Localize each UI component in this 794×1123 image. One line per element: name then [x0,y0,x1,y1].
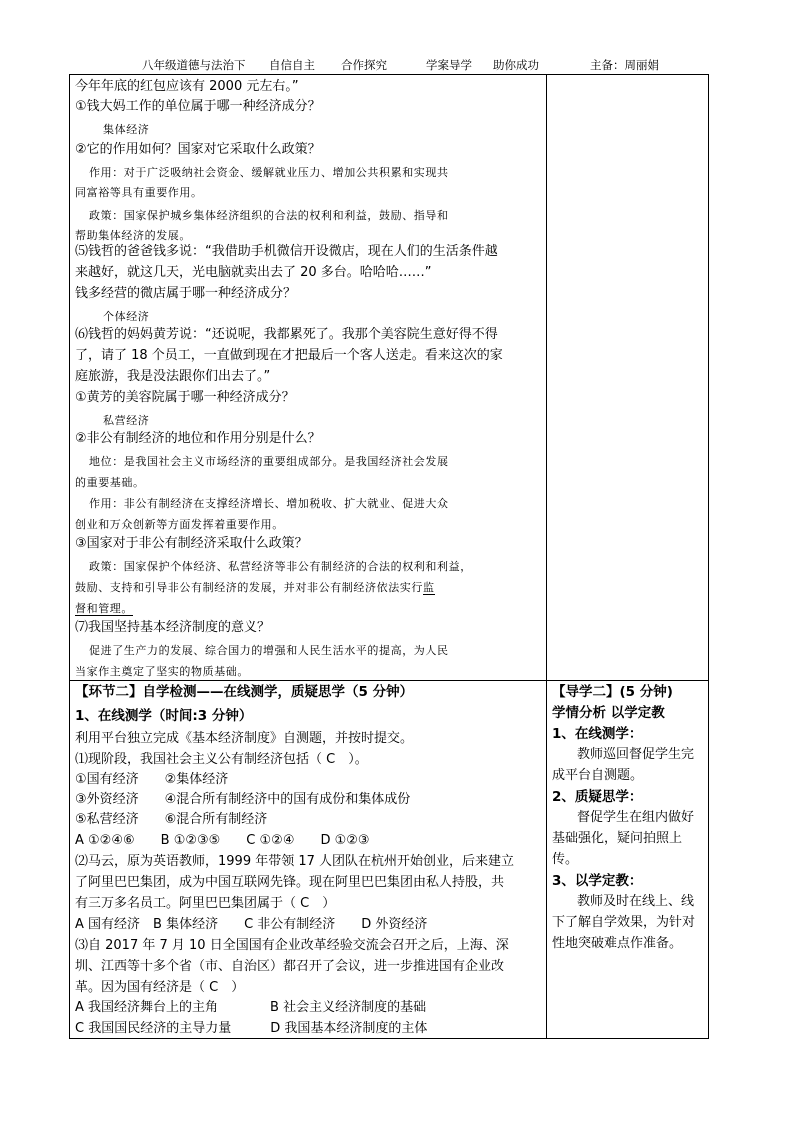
option-line: ③外资经济 ④混合所有制经济中的国有成份和集体成份 [75,792,411,807]
option-line: ①国有经济 ②集体经济 [75,772,229,787]
answer-line [75,599,133,619]
answer-line: 帮助集体经济的发展。 [75,229,191,242]
option-line: C 我国国民经济的主导力量 D 我国基本经济制度的主体 [75,1021,428,1036]
answer-line: 地位：是我国社会主义市场经济的重要组成部分。是我国经济社会发展 [89,455,449,468]
answer-line: 当家作主奠定了坚实的物质基础。 [75,665,249,678]
answer-line: 的重要基础。 [75,476,145,489]
answer-line: 政策：国家保护城乡集体经济组织的合法的权利和利益，鼓励、指导和 [89,209,449,222]
question-line: 有三万多名员工。阿里巴巴集团属于（ C ） [75,896,336,911]
question-line: ①黄芳的美容院属于哪一种经济成分？ [75,390,295,405]
option-line: A 我国经济舞台上的主角 B 社会主义经济制度的基础 [75,1000,427,1015]
option-line: ⑤私营经济 ⑥混合所有制经济 [75,812,268,827]
question-line: ②它的作用如何？国家对它采取什么政策？ [75,142,321,157]
guide-text: 教师及时在线上、线 [577,894,695,909]
option-line: A ①②④⑥ B ①②③⑤ C ①②④ D ①②③ [75,833,370,848]
guide-heading: 3、以学定教： [552,873,643,889]
answer-line: 私营经济 [103,414,150,427]
header-motto-2: 合作探究 [341,58,387,72]
column-divider [546,75,547,1039]
answer-text: 鼓励、支持和引导非公有制经济的发展，并对非公有制经济依法实行 [75,581,423,594]
underlined-text: 监 [423,581,435,594]
text-line: ⑹钱哲的妈妈黄芳说：“还说呢，我都累死了。我那个美容院生意好得不得 [75,327,498,342]
header-motto-3: 学案导学 [426,58,472,72]
header-motto-1: 自信自主 [269,58,315,72]
answer-line: 作用：非公有制经济在支撑经济增长、增加税收、扩大就业、促进大众 [89,497,449,510]
guide-text: 督促学生在组内做好 [577,810,695,825]
answer-line: 创业和万众创新等方面发挥着重要作用。 [75,518,284,531]
answer-line: 个体经济 [103,310,150,323]
question-line: ⑶自 2017 年 7 月 10 日全国国有企业改革经验交流会召开之后，上海、深 [75,938,509,953]
guide-text: 成平台自测题。 [552,768,644,783]
section-title: 【环节二】自学检测——在线测学，质疑思学（5 分钟） [75,684,414,700]
guide-text: 下了解自学效果，为针对 [552,915,696,930]
question-line: ⑴现阶段，我国社会主义公有制经济包括（ C ）。 [75,752,368,767]
question-line: ⑺我国坚持基本经济制度的意义？ [75,620,271,635]
guide-heading: 2、质疑思学： [552,789,643,805]
answer-line: 政策：国家保护个体经济、私营经济等非公有制经济的合法的权利和利益， [89,560,472,573]
guide-subtitle: 学情分析 以学定教 [552,705,665,721]
text-line: 来越好，就这几天，光电脑就卖出去了 20 多台。哈哈哈……” [75,265,432,280]
option-line: A 国有经济 B 集体经济 C 非公有制经济 D 外资经济 [75,917,428,932]
question-line: 了阿里巴巴集团，成为中国互联网先锋。现在阿里巴巴集团由私人持股，共 [75,875,505,890]
text-line: ⑸钱哲的爸爸钱多说：“我借助手机微信开设微店，现在人们的生活条件越 [75,244,498,259]
question-line: 圳、江西等十多个省（市、自治区）都召开了会议，进一步推进国有企业改 [75,959,505,974]
header-editor: 主备：周丽娟 [590,58,659,72]
text-line: 利用平台独立完成《基本经济制度》自测题，并按时提交。 [75,731,414,746]
header-motto-4: 助你成功 [493,58,539,72]
question-line: ①钱大妈工作的单位属于哪一种经济成分？ [75,99,321,114]
guide-text: 传。 [552,852,579,867]
answer-line [75,578,435,598]
text-line: 今年年底的红包应该有 2000 元左右。” [75,79,299,94]
guide-text: 基础强化，疑问拍照上 [552,831,683,846]
page-header [0,57,794,73]
question-line: ⑵马云，原为英语教师，1999 年带领 17 人团队在杭州开始创业，后来建立 [75,854,515,869]
section-subtitle: 1、在线测学（时间:3 分钟） [75,708,253,724]
guide-title: 【导学二】(5 分钟) [552,684,673,700]
header-grade: 八年级道德与法治下 [142,58,246,72]
question-line: 革。因为国有经济是（ C ） [75,980,245,995]
answer-line: 促进了生产力的发展、综合国力的增强和人民生活水平的提高，为人民 [89,644,449,657]
text-line: 了，请了 18 个员工，一直做到现在才把最后一个客人送走。看来这次的家 [75,348,503,363]
answer-line: 集体经济 [103,123,150,136]
answer-line: 作用：对于广泛吸纳社会资金、缓解就业压力、增加公共积累和实现共 [89,166,449,179]
answer-line: 同富裕等具有重要作用。 [75,186,203,199]
guide-heading: 1、在线测学： [552,726,643,742]
text-line: 庭旅游，我是没法跟你们出去了。” [75,369,271,384]
question-line: ③国家对于非公有制经济采取什么政策？ [75,536,308,551]
guide-text: 性地突破难点作准备。 [552,936,683,951]
underlined-text: 督和管理。 [75,602,133,615]
guide-text: 教师巡回督促学生完 [577,747,695,762]
question-line: 钱多经营的微店属于哪一种经济成分？ [75,286,297,301]
question-line: ②非公有制经济的地位和作用分别是什么？ [75,431,321,446]
